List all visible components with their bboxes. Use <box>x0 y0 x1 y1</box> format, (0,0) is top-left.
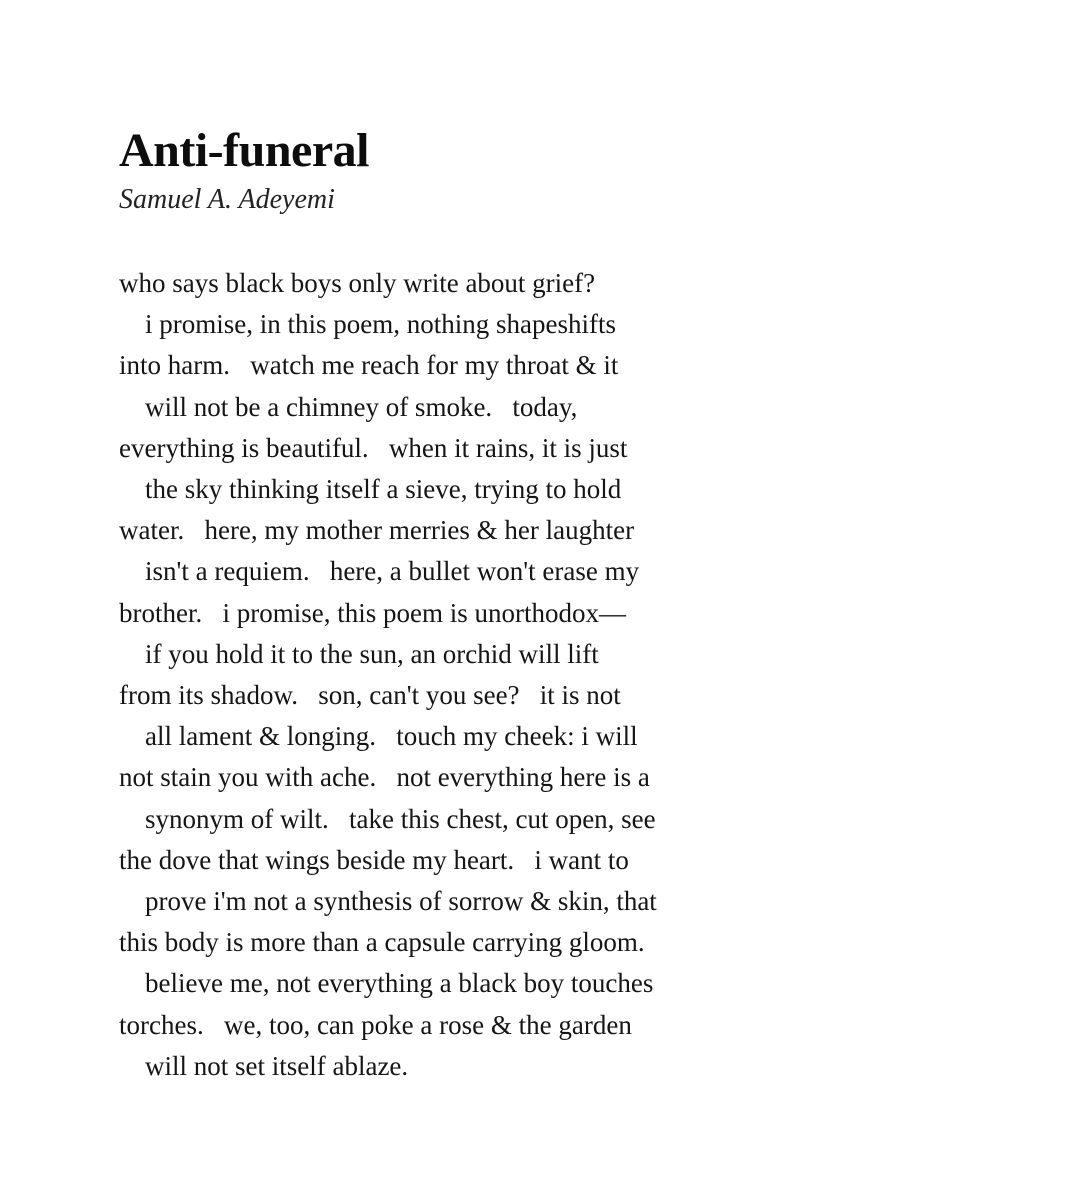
poem-line: the sky thinking itself a sieve, trying to hold <box>145 474 622 505</box>
poem-line: who says black boys only write about grief? <box>119 268 596 298</box>
poem-line: will not be a chimney of smoke. today, <box>145 391 578 422</box>
poem-line: believe me, not everything a black boy touches <box>145 968 654 999</box>
poem-line: synonym of wilt. take this chest, cut open, see <box>145 803 656 834</box>
poem-line: all lament & longing. touch my cheek: i will <box>145 721 638 752</box>
poem-container <box>119 122 999 1087</box>
poem-author: Samuel A. Adeyemi <box>119 184 335 215</box>
poem-line: this body is more than a capsule carrying gloom. <box>119 927 645 958</box>
poem-title: Anti-funeral <box>119 124 369 177</box>
poem-line: i promise, in this poem, nothing shapeshifts <box>145 309 616 340</box>
poem-line: if you hold it to the sun, an orchid will lift <box>145 638 599 669</box>
poem-line: water. here, my mother merries & her laughter <box>119 515 635 546</box>
poem-line: not stain you with ache. not everything here is a <box>119 762 650 793</box>
poem-line: isn't a requiem. here, a bullet won't erase my <box>145 556 640 587</box>
poem-line: everything is beautiful. when it rains, it is just <box>119 432 628 463</box>
poem-line: the dove that wings beside my heart. i want to <box>119 844 629 875</box>
poem-line: from its shadow. son, can't you see? it is not <box>119 680 621 711</box>
poem-body <box>119 263 999 1087</box>
poem-line: will not set itself ablaze. <box>145 1050 409 1081</box>
poem-line: brother. i promise, this poem is unorthodox— <box>119 597 626 628</box>
poem-line: into harm. watch me reach for my throat & it <box>119 350 619 381</box>
poem-line: prove i'm not a synthesis of sorrow & skin, that <box>145 886 657 917</box>
poem-line: torches. we, too, can poke a rose & the garden <box>119 1009 632 1040</box>
